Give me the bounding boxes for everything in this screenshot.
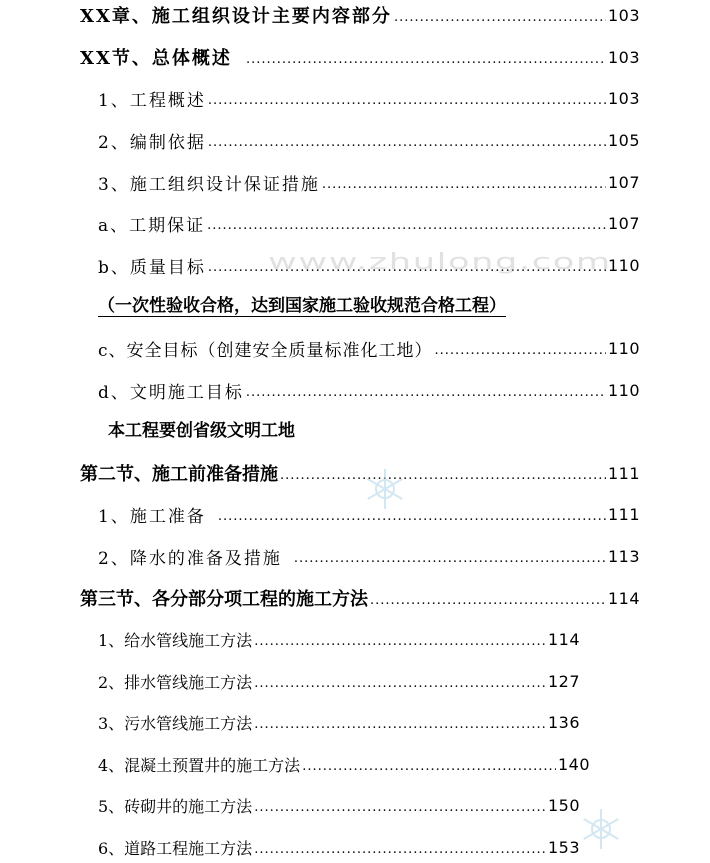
page-number: 113 bbox=[607, 546, 640, 566]
entry-text: 第三节、各分部分项工程的施工方法 bbox=[80, 589, 368, 610]
page-number: 114 bbox=[607, 588, 640, 608]
leader-dots bbox=[208, 93, 606, 108]
toc-entry-item bbox=[98, 210, 640, 236]
entry-text: 3、污水管线施工方法 bbox=[98, 713, 253, 733]
page-number: 111 bbox=[607, 463, 640, 483]
entry-text: 3、施工组织设计保证措施 bbox=[98, 174, 320, 195]
page-number: 105 bbox=[607, 130, 640, 150]
toc-entry-section bbox=[80, 44, 640, 70]
page-number: 150 bbox=[547, 795, 580, 815]
snowflake-watermark-icon bbox=[362, 466, 408, 512]
page-number: 107 bbox=[607, 172, 640, 192]
toc-entry-section bbox=[80, 585, 640, 611]
leader-dots bbox=[435, 343, 606, 358]
page-number: 103 bbox=[607, 5, 640, 25]
page-number: 107 bbox=[607, 213, 640, 233]
civilized-site-note: 本工程要创省级文明工地 bbox=[108, 421, 295, 441]
entry-text: 2、降水的准备及措施 bbox=[98, 548, 282, 569]
leader-dots bbox=[302, 759, 556, 774]
entry-text: 2、编制依据 bbox=[98, 132, 206, 153]
page-number: 110 bbox=[607, 380, 640, 400]
entry-text: b、质量目标 bbox=[98, 257, 206, 278]
toc-entry-item bbox=[98, 335, 640, 361]
page-number: 110 bbox=[607, 338, 640, 358]
entry-text: 1、工程概述 bbox=[98, 90, 206, 111]
page-number: 136 bbox=[547, 712, 580, 732]
page-number: 127 bbox=[547, 671, 580, 691]
entry-text: 1、施工准备 bbox=[98, 506, 206, 527]
entry-text: 1、给水管线施工方法 bbox=[98, 630, 253, 650]
toc-entry-item bbox=[98, 668, 580, 694]
page-number: 110 bbox=[607, 255, 640, 275]
toc-entry-item bbox=[98, 626, 580, 652]
toc-entry-item bbox=[98, 709, 580, 735]
entry-text: d、文明施工目标 bbox=[98, 382, 244, 403]
quality-note bbox=[98, 293, 506, 319]
toc-entry-item bbox=[98, 127, 640, 153]
leader-dots bbox=[280, 468, 606, 483]
toc-entry-item bbox=[98, 85, 640, 111]
leader-dots bbox=[246, 385, 606, 400]
leader-dots bbox=[294, 551, 606, 566]
leader-dots bbox=[207, 218, 606, 233]
leader-dots bbox=[246, 52, 606, 67]
entry-text: a、工期保证 bbox=[98, 215, 206, 236]
entry-text: 5、砖砌井的施工方法 bbox=[98, 796, 253, 816]
toc-entry-section bbox=[80, 460, 640, 486]
watermark-text: www.zhulong.com bbox=[268, 250, 612, 275]
page-number: 140 bbox=[557, 754, 590, 774]
leader-dots bbox=[322, 177, 606, 192]
entry-text: XX章、施工组织设计主要内容部分 bbox=[80, 6, 392, 27]
leader-dots bbox=[254, 676, 546, 691]
toc-entry-item bbox=[98, 834, 580, 860]
leader-dots bbox=[254, 634, 546, 649]
entry-text: 4、混凝土预置井的施工方法 bbox=[98, 755, 301, 775]
page-number: 111 bbox=[607, 504, 640, 524]
toc-entry-item bbox=[98, 543, 640, 569]
leader-dots bbox=[218, 509, 606, 524]
page-number: 103 bbox=[607, 88, 640, 108]
leader-dots bbox=[254, 800, 546, 815]
leader-dots bbox=[208, 135, 606, 150]
toc-entry-chapter bbox=[80, 2, 640, 28]
entry-text: c、安全目标（创建安全质量标准化工地） bbox=[98, 340, 433, 361]
entry-text: 2、排水管线施工方法 bbox=[98, 672, 253, 692]
entry-text: 6、道路工程施工方法 bbox=[98, 838, 253, 858]
toc-entry-item bbox=[98, 751, 590, 777]
page-number: 114 bbox=[547, 629, 580, 649]
leader-dots bbox=[254, 717, 546, 732]
snowflake-watermark-icon bbox=[578, 806, 624, 852]
leader-dots bbox=[254, 842, 546, 857]
toc-entry-item bbox=[98, 792, 580, 818]
entry-text: 第二节、施工前准备措施 bbox=[80, 464, 278, 485]
page-number: 103 bbox=[607, 47, 640, 67]
leader-dots bbox=[370, 593, 606, 608]
toc-entry-item bbox=[98, 169, 640, 195]
leader-dots bbox=[394, 10, 606, 25]
toc-entry-item bbox=[98, 377, 640, 403]
page-number: 153 bbox=[547, 837, 580, 857]
quality-note-text: （一次性验收合格，达到国家施工验收规范合格工程） bbox=[98, 296, 506, 316]
entry-text: XX节、总体概述 bbox=[80, 48, 232, 69]
